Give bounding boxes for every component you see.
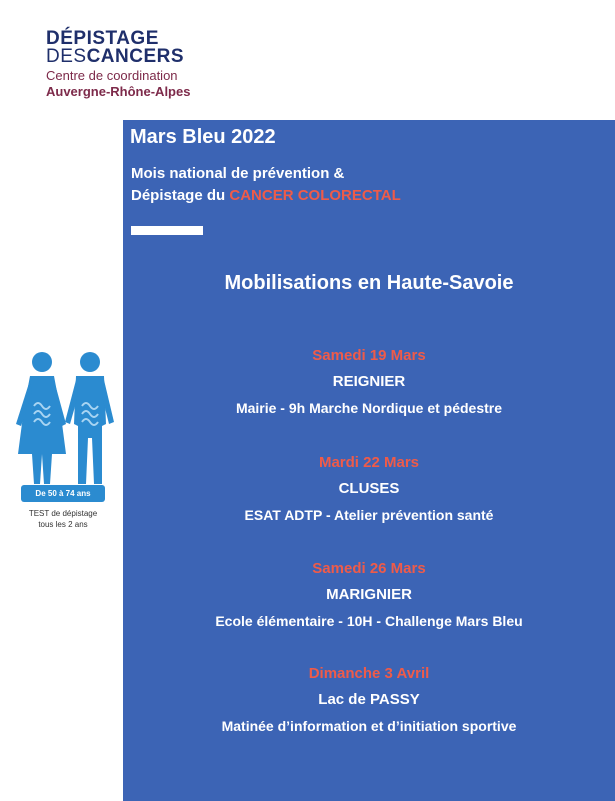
event-place: Lac de PASSY <box>318 691 420 708</box>
logo-subtitle-des: DES <box>46 46 87 67</box>
panel-subtitle <box>131 163 401 207</box>
panel-subtitle-prefix: Dépistage du <box>131 187 230 204</box>
logo-title: DÉPISTAGE <box>46 28 159 49</box>
event-panel <box>123 120 615 801</box>
panel-subtitle-highlight: CANCER COLORECTAL <box>229 187 401 204</box>
panel-headline: Mobilisations en Haute-Savoie <box>224 272 514 294</box>
logo-centre: Centre de coordination <box>46 68 178 83</box>
test-note-line2: tous les 2 ans <box>38 520 88 529</box>
event-place: MARIGNIER <box>326 586 412 603</box>
event-date: Samedi 19 Mars <box>312 347 426 364</box>
event-description: Matinée d’information et d’initiation sportive <box>221 718 517 734</box>
couple-intestine-icon <box>10 350 120 490</box>
event-place: REIGNIER <box>332 373 406 390</box>
accent-bar <box>131 226 203 235</box>
event-date: Dimanche 3 Avril <box>308 665 430 682</box>
event-description: Ecole élémentaire - 10H - Challenge Mars Bleu <box>215 613 523 629</box>
logo-subtitle-cancers: CANCERS <box>86 46 185 67</box>
panel-subtitle-line2 <box>131 185 401 207</box>
event-date: Mardi 22 Mars <box>318 454 420 471</box>
logo-region: Auvergne-Rhône-Alpes <box>46 84 191 99</box>
panel-subtitle-line1: Mois national de prévention & <box>131 165 345 182</box>
event-item <box>123 450 615 528</box>
event-item <box>123 343 615 421</box>
age-badge: De 50 à 74 ans <box>21 485 105 502</box>
panel-title: Mars Bleu 2022 <box>130 126 276 148</box>
event-place: CLUSES <box>338 480 400 497</box>
event-description: ESAT ADTP - Atelier prévention santé <box>244 507 494 523</box>
event-item <box>123 661 615 739</box>
organization-logo <box>46 30 190 100</box>
test-note <box>10 508 116 530</box>
event-description: Mairie - 9h Marche Nordique et pédestre <box>235 400 503 416</box>
logo-subtitle <box>46 47 190 67</box>
test-note-line1: TEST de dépistage <box>28 509 98 518</box>
event-item <box>123 556 615 634</box>
event-date: Samedi 26 Mars <box>312 560 426 577</box>
